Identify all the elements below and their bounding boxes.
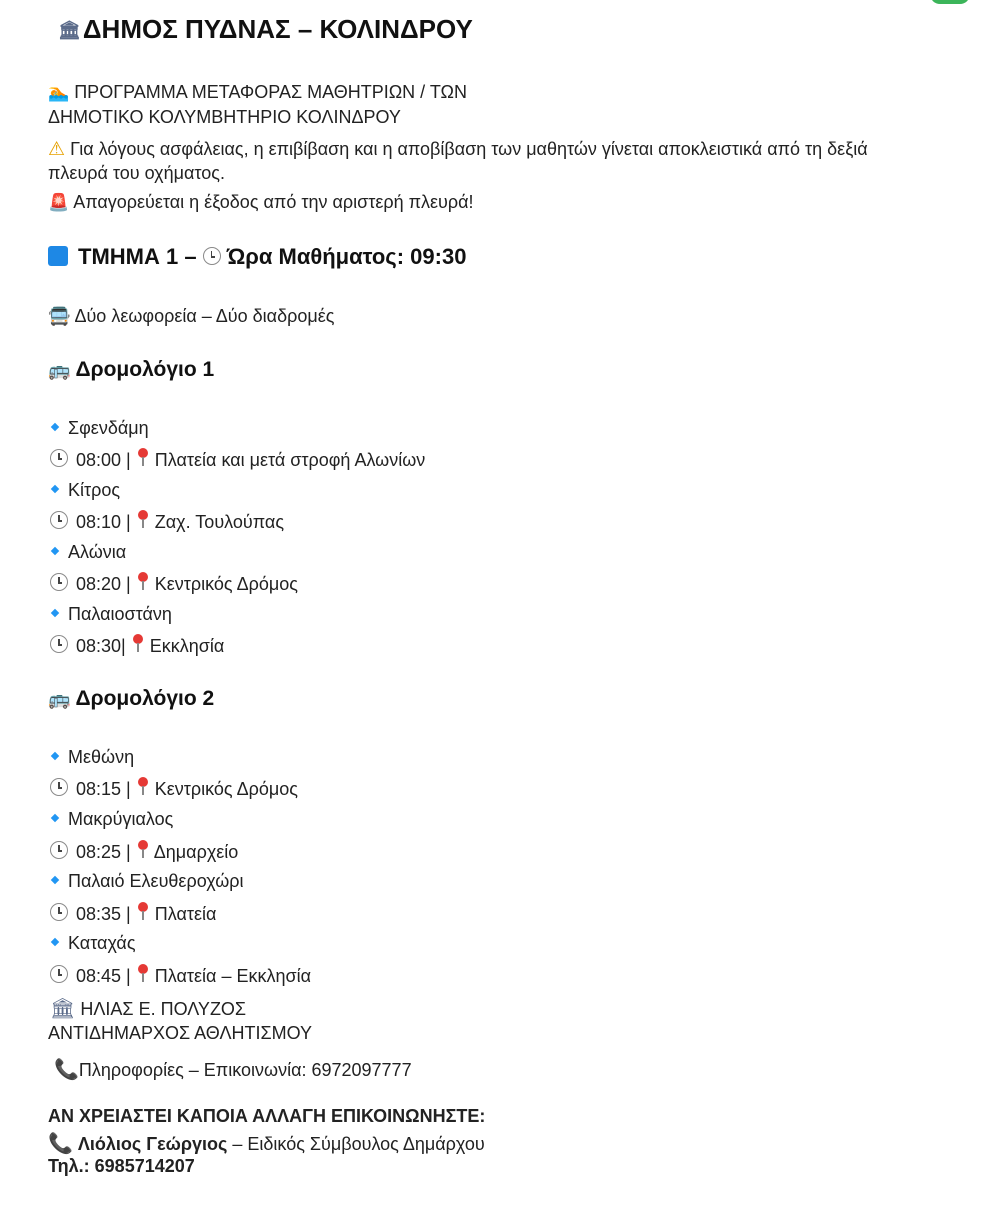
warning-line-1: ⚠ Για λόγους ασφάλειας, η επιβίβαση και η αποβίβαση των μαθητών γίνεται αποκλειστικά από τη δεξιά xyxy=(48,138,868,160)
list-item: Μακρύγιαλος xyxy=(44,809,173,830)
classical-building-icon: 🏛 xyxy=(58,20,81,41)
diamond-bullet-icon xyxy=(51,752,59,760)
stop-time-row: 08:10 | Ζαχ. Τουλούπας xyxy=(50,510,284,533)
program-line-2: ΔΗΜΟΤΙΚΟ ΚΟΛΥΜΒΗΤΗΡΙΟ ΚΟΛΙΝΔΡΟΥ xyxy=(48,107,401,127)
pin-icon xyxy=(136,572,150,592)
pin-icon xyxy=(136,510,150,530)
stop-time-row: 08:20 | Κεντρικός Δρόμος xyxy=(50,572,298,595)
clock-icon xyxy=(50,841,68,859)
route-2-title: 🚌 Δρομολόγιο 2 xyxy=(48,687,215,710)
pin-icon xyxy=(131,634,145,654)
list-item: Αλώνια xyxy=(44,542,126,563)
stop-time-row: 08:00 | Πλατεία και μετά στροφή Αλωνίων xyxy=(50,448,425,471)
diamond-bullet-icon xyxy=(51,876,59,884)
signature-name: 🏛 ΗΛΙΑΣ Ε. ΠΟΛΥΖΟΣ xyxy=(50,996,247,1020)
clock-icon xyxy=(50,573,68,591)
siren-icon: 🚨 xyxy=(48,193,70,213)
contact-person: 📞 Λιόλιος Γεώργιος – Ειδικός Σύμβουλος Δημάρχου xyxy=(48,1131,485,1155)
pin-icon xyxy=(136,840,150,860)
section-heading: ΤΜΗΜΑ 1 – Ώρα Μαθήματος: 09:30 xyxy=(48,244,466,270)
buses-note: 🚍 Δύο λεωφορεία – Δύο διαδρομές xyxy=(48,306,335,327)
diamond-bullet-icon xyxy=(51,814,59,822)
clock-icon xyxy=(50,778,68,796)
contact-phone: Τηλ.: 6985714207 xyxy=(48,1156,195,1176)
clock-icon xyxy=(50,449,68,467)
diamond-bullet-icon xyxy=(51,485,59,493)
classical-building-icon: 🏛 xyxy=(50,996,76,1020)
pin-icon xyxy=(136,448,150,468)
list-item: Παλαιοστάνη xyxy=(44,604,172,625)
program-line-1: 🏊 ΠΡΟΓΡΑΜΜΑ ΜΕΤΑΦΟΡΑΣ ΜΑΘΗΤΡΙΩΝ / ΤΩΝ xyxy=(48,82,467,103)
stop-time-row: 08:15 | Κεντρικός Δρόμος xyxy=(50,777,298,800)
signature-role: ΑΝΤΙΔΗΜΑΡΧΟΣ ΑΘΛΗΤΙΣΜΟΥ xyxy=(48,1023,313,1043)
status-indicator xyxy=(930,0,970,4)
diamond-bullet-icon xyxy=(51,609,59,617)
prohibited-note: 🚨 Απαγορεύεται η έξοδος από την αριστερή πλευρά! xyxy=(48,192,474,213)
diamond-bullet-icon xyxy=(51,547,59,555)
list-item: Καταχάς xyxy=(44,933,136,954)
warning-icon: ⚠ xyxy=(48,138,66,160)
list-item: Παλαιό Ελευθεροχώρι xyxy=(44,871,243,892)
list-item: Μεθώνη xyxy=(44,747,134,768)
page-title: 🏛ΔΗΜΟΣ ΠΥΔΝΑΣ – ΚΟΛΙΝΔΡΟΥ xyxy=(58,14,473,44)
diamond-bullet-icon xyxy=(51,938,59,946)
diamond-bullet-icon xyxy=(51,423,59,431)
clock-icon xyxy=(50,903,68,921)
blue-square-icon xyxy=(48,246,68,266)
route-1-title: 🚌 Δρομολόγιο 1 xyxy=(48,358,215,381)
contact-heading: ΑΝ ΧΡΕΙΑΣΤΕΙ ΚΑΠΟΙΑ ΑΛΛΑΓΗ ΕΠΙΚΟΙΝΩΝΗΣΤΕ: xyxy=(48,1106,486,1126)
clock-icon xyxy=(50,965,68,983)
clock-icon xyxy=(50,511,68,529)
phone-icon: 📞 xyxy=(54,1057,79,1081)
bus-icon: 🚍 xyxy=(48,306,71,327)
phone-icon: 📞 xyxy=(48,1131,73,1155)
list-item: Σφενδάμη xyxy=(44,418,149,439)
pin-icon xyxy=(136,964,150,984)
stop-time-row: 08:30| Εκκλησία xyxy=(50,634,224,657)
swimmer-icon: 🏊 xyxy=(48,83,70,103)
warning-line-2: πλευρά του οχήματος. xyxy=(48,163,225,183)
bus-icon: 🚌 xyxy=(48,360,71,381)
pin-icon xyxy=(136,777,150,797)
pin-icon xyxy=(136,902,150,922)
info-line: 📞Πληροφορίες – Επικοινωνία: 6972097777 xyxy=(54,1057,412,1081)
stop-time-row: 08:45 | Πλατεία – Εκκλησία xyxy=(50,964,311,987)
stop-time-row: 08:25 | Δημαρχείο xyxy=(50,840,238,863)
clock-icon xyxy=(50,635,68,653)
stop-time-row: 08:35 | Πλατεία xyxy=(50,902,216,925)
clock-icon xyxy=(203,247,221,265)
list-item: Κίτρος xyxy=(44,480,120,501)
bus-icon: 🚌 xyxy=(48,689,71,710)
